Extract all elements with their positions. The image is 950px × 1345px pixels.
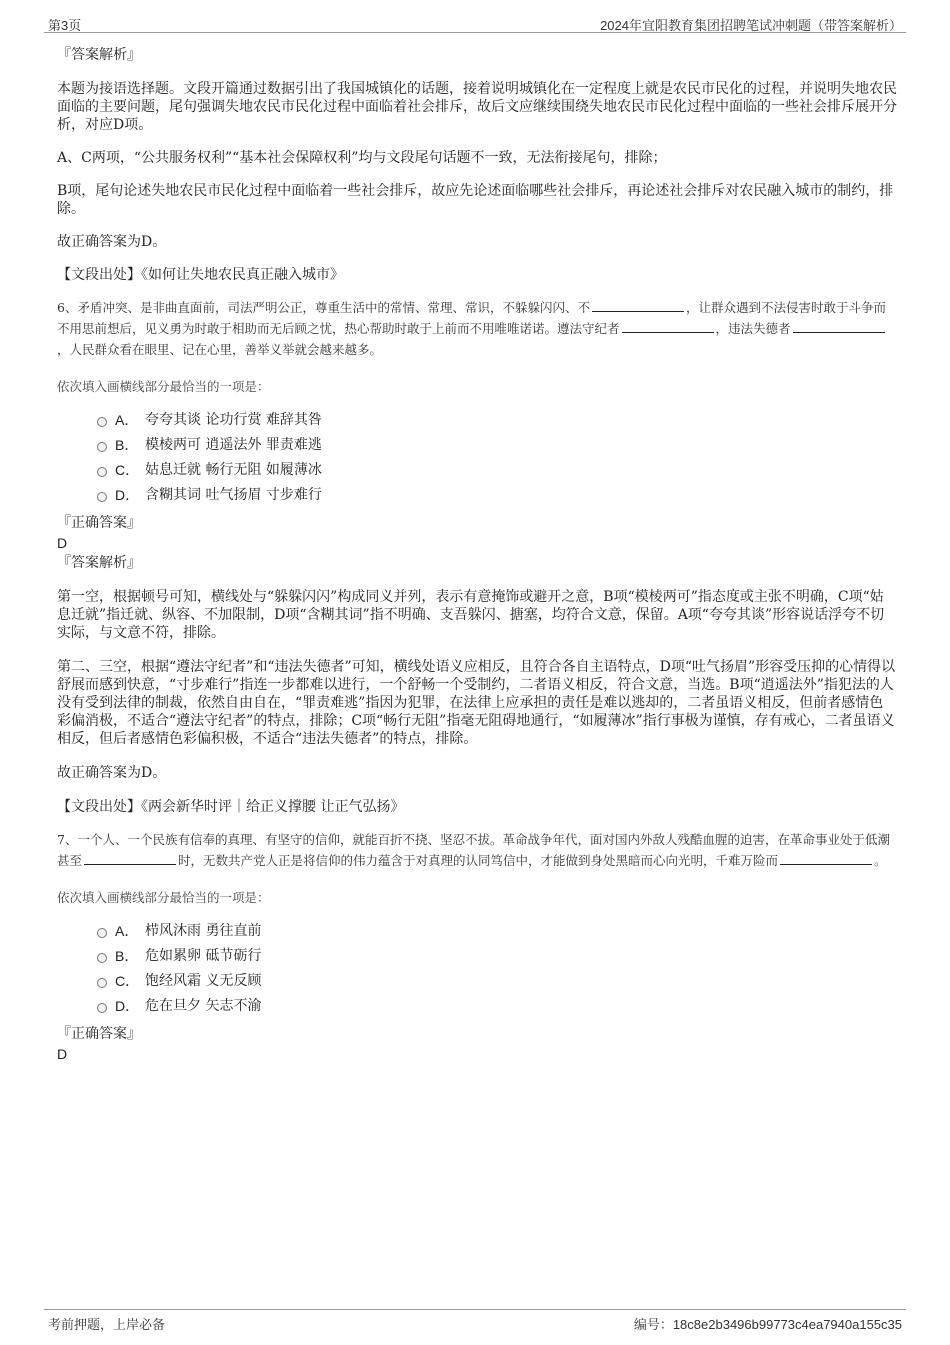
option-d[interactable]: D． 含糊其词 吐气扬眉 寸步难行 (57, 485, 897, 510)
correct-answer-label: 『正确答案』 (57, 515, 141, 531)
analysis-paragraph: 第一空，根据顿号可知，横线处与“躲躲闪闪”构成同义并列，表示有意掩饰或避开之意，B项“模棱两可”指态度或主张不明确，C项“姑息迁就”指迁就、纵容、不加限制，D项“含糊其词”指不明确、支吾躲闪、搪塞，均符合文意，保留。A项“夸夸其谈”形容说话浮夸不切实际，与文意不符，排除。 (57, 589, 885, 641)
page-number: 第3页 (48, 18, 82, 33)
analysis-paragraph: 第二、三空，根据“遵法守纪者”和“违法失德者”可知，横线处语义应相反，且符合各自主语特点，D项“吐气扬眉”形容受压抑的心情得以舒展而感到快意，“寸步难行”指连一步都难以进行，一个舒畅一个受制约，二者语义相反，符合文意，当选。B项“逍遥法外”指犯法的人没有受到法律的制裁，依然自由自在，“罪责难逃”指因为犯罪，在法律上应承担的责任是难以逃却的，二者虽语义相反，但前者感情色彩偏消极，不适合“遵法守纪者”的特点，排除；C项“畅行无阻”指毫无阻碍地通行，“如履薄冰”指行事极为谨慎，存有戒心，二者虽语义相反，但后者感情色彩偏积极，不适合“违法失德者”的特点，排除。 (57, 659, 896, 747)
fill-blank (84, 852, 176, 865)
radio-button-icon[interactable] (97, 1003, 107, 1013)
option-c[interactable]: C． 饱经风霜 义无反顾 (57, 971, 897, 996)
fill-blank (592, 299, 684, 312)
answer-conclusion: 故正确答案为D。 (57, 234, 167, 250)
option-a[interactable]: A． 栉风沐雨 勇往直前 (57, 921, 897, 946)
source-citation: 【文段出处】《两会新华时评｜给正义撑腰 让正气弘扬》 (57, 799, 405, 815)
option-d[interactable]: D． 危在旦夕 矢志不渝 (57, 996, 897, 1021)
question-stem: 7、一个人、一个民族有信奉的真理、有坚守的信仰，就能百折不挠、坚忍不拔。革命战争年代，面对国内外敌人残酷血腥的迫害，在革命事业处于低潮甚至 时，无数共产党人正是将信仰的伟力蕴含于对真理的认同笃信中，才能做到身处黑暗而心向光明，千难万险而 。 (57, 832, 890, 868)
option-list (57, 921, 897, 1021)
analysis-paragraph: A、C两项，“公共服务权利”“基本社会保障权利”均与文段尾句话题不一致，无法衔接尾句，排除； (57, 150, 667, 166)
document-code: 编号：18c8e2b3496b99773c4ea7940a155c35 (633, 1317, 902, 1332)
option-c[interactable]: C． 姑息迁就 畅行无阻 如履薄冰 (57, 460, 897, 485)
analysis-label: 『答案解析』 (57, 47, 141, 63)
radio-button-icon[interactable] (97, 953, 107, 963)
analysis-label: 『答案解析』 (57, 555, 141, 571)
radio-button-icon[interactable] (97, 417, 107, 427)
question-prompt: 依次填入画横线部分最恰当的一项是： (57, 379, 270, 394)
page-header (44, 12, 906, 33)
option-b[interactable]: B． 危如累卵 砥节砺行 (57, 946, 897, 971)
radio-button-icon[interactable] (97, 467, 107, 477)
document-title: 2024年宜阳教育集团招聘笔试冲刺题（带答案解析） (600, 18, 902, 33)
fill-blank (793, 320, 885, 333)
correct-answer: D (57, 535, 68, 551)
radio-button-icon[interactable] (97, 978, 107, 988)
radio-button-icon[interactable] (97, 442, 107, 452)
source-citation: 【文段出处】《如何让失地农民真正融入城市》 (57, 267, 344, 283)
footer-slogan: 考前押题，上岸必备 (48, 1318, 166, 1333)
fill-blank (780, 852, 872, 865)
page-content (57, 46, 897, 1063)
radio-button-icon[interactable] (97, 928, 107, 938)
page-footer (44, 1309, 906, 1332)
option-list (57, 410, 897, 510)
correct-answer: D (57, 1046, 68, 1062)
question-prompt: 依次填入画横线部分最恰当的一项是： (57, 890, 270, 905)
option-b[interactable]: B． 模棱两可 逍遥法外 罪责难逃 (57, 435, 897, 460)
radio-button-icon[interactable] (97, 492, 107, 502)
question-stem: 6、矛盾冲突、是非曲直面前，司法严明公正，尊重生活中的常情、常理、常识，不躲躲闪闪、不 ，让群众遇到不法侵害时敢于斗争而不用思前想后，见义勇为时敢于相助而无后顾之忧，热心帮助时敢于上前而不用唯唯诺诺。遵法守纪者 ，违法失德者，人民群众看在眼里、记在心里，善举义举就会越来越多。 (57, 300, 886, 357)
analysis-paragraph: 本题为接语选择题。文段开篇通过数据引出了我国城镇化的话题，接着说明城镇化在一定程度上就是农民市民化的过程，并说明失地农民面临的主要问题，尾句强调失地农民市民化过程中面临着社会排斥，故后文应继续围绕失地农民市民化过程中面临的一些社会排斥展开分析，对应D项。 (57, 81, 897, 133)
option-a[interactable]: A． 夸夸其谈 论功行赏 难辞其咎 (57, 410, 897, 435)
fill-blank (622, 320, 714, 333)
analysis-paragraph: B项，尾句论述失地农民市民化过程中面临着一些社会排斥，故应先论述面临哪些社会排斥，再论述社会排斥对农民融入城市的制约，排除。 (57, 183, 894, 217)
answer-conclusion: 故正确答案为D。 (57, 765, 167, 781)
correct-answer-label: 『正确答案』 (57, 1026, 141, 1042)
